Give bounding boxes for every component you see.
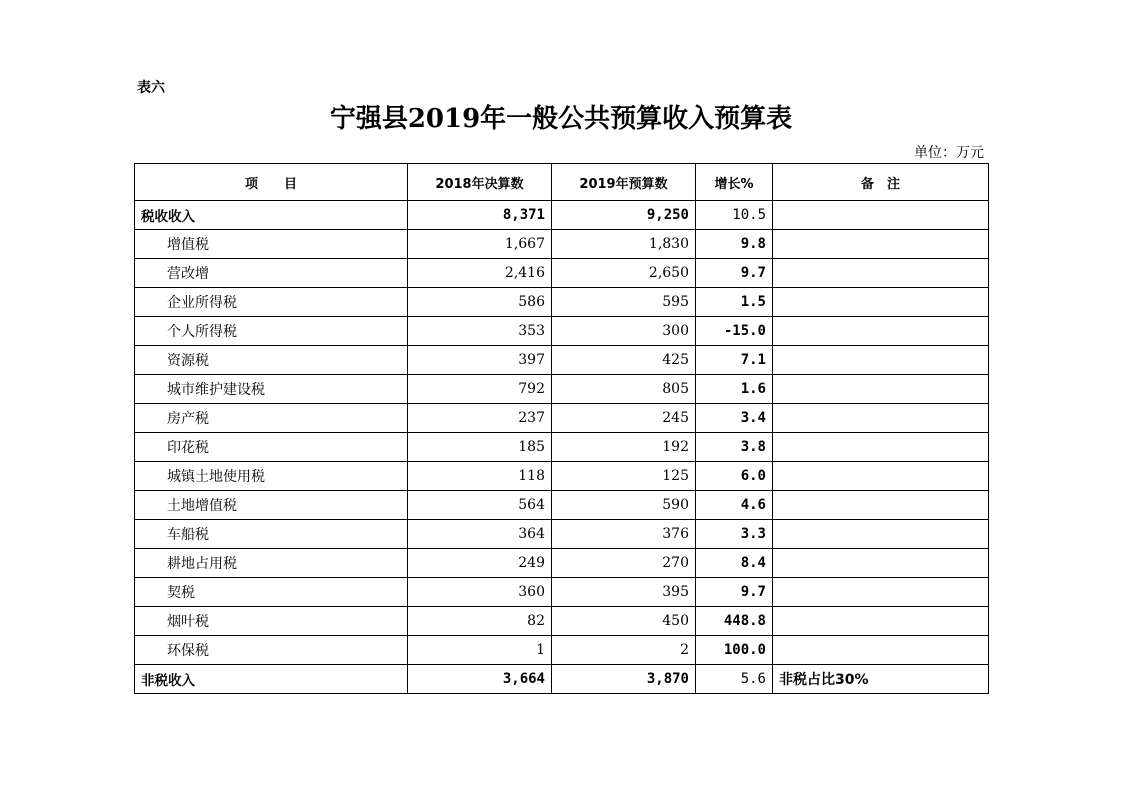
row-note — [773, 578, 989, 607]
table-row — [135, 201, 989, 230]
row-item-name: 增值税 — [135, 230, 408, 259]
table-row — [135, 259, 989, 288]
row-note — [773, 317, 989, 346]
row-note — [773, 346, 989, 375]
row-2019-budget: 595 — [552, 288, 696, 317]
row-item-name: 烟叶税 — [135, 607, 408, 636]
row-note — [773, 201, 989, 230]
row-2018-actual: 1 — [408, 636, 552, 665]
row-item-name: 土地增值税 — [135, 491, 408, 520]
row-2018-actual: 249 — [408, 549, 552, 578]
table-row — [135, 404, 989, 433]
row-growth: 3.3 — [696, 520, 773, 549]
budget-table — [134, 163, 989, 694]
row-note — [773, 607, 989, 636]
row-2018-actual: 360 — [408, 578, 552, 607]
row-2019-budget: 270 — [552, 549, 696, 578]
row-item-name: 房产税 — [135, 404, 408, 433]
page-title: 宁强县2019年一般公共预算收入预算表 — [329, 104, 793, 134]
row-item-name: 车船税 — [135, 520, 408, 549]
row-item-name: 税收收入 — [135, 201, 408, 230]
row-2019-budget: 3,870 — [552, 665, 696, 694]
row-note — [773, 375, 989, 404]
row-2018-actual: 82 — [408, 607, 552, 636]
row-growth: 9.8 — [696, 230, 773, 259]
row-item-name: 营改增 — [135, 259, 408, 288]
row-2018-actual: 792 — [408, 375, 552, 404]
row-item-name: 企业所得税 — [135, 288, 408, 317]
table-body — [135, 201, 989, 694]
row-item-name: 城镇土地使用税 — [135, 462, 408, 491]
row-growth: 6.0 — [696, 462, 773, 491]
row-item-name: 个人所得税 — [135, 317, 408, 346]
row-growth: 3.8 — [696, 433, 773, 462]
row-2019-budget: 805 — [552, 375, 696, 404]
table-row — [135, 346, 989, 375]
row-2018-actual: 564 — [408, 491, 552, 520]
row-2019-budget: 300 — [552, 317, 696, 346]
row-growth: -15.0 — [696, 317, 773, 346]
row-2018-actual: 364 — [408, 520, 552, 549]
unit-label: 单位：万元 — [914, 145, 984, 161]
row-growth: 7.1 — [696, 346, 773, 375]
row-growth: 1.6 — [696, 375, 773, 404]
row-item-name: 资源税 — [135, 346, 408, 375]
table-row — [135, 462, 989, 491]
row-item-name: 印花税 — [135, 433, 408, 462]
row-item-name: 非税收入 — [135, 665, 408, 694]
row-item-name: 契税 — [135, 578, 408, 607]
row-note — [773, 462, 989, 491]
table-row — [135, 665, 989, 694]
row-2019-budget: 245 — [552, 404, 696, 433]
table-row — [135, 375, 989, 404]
row-growth: 8.4 — [696, 549, 773, 578]
row-2018-actual: 1,667 — [408, 230, 552, 259]
row-2018-actual: 397 — [408, 346, 552, 375]
header-2018-actual: 2018年决算数 — [408, 164, 552, 201]
table-row — [135, 317, 989, 346]
row-note — [773, 636, 989, 665]
row-2019-budget: 425 — [552, 346, 696, 375]
table-row — [135, 288, 989, 317]
header-note: 备 注 — [773, 164, 989, 201]
row-2019-budget: 2,650 — [552, 259, 696, 288]
row-2019-budget: 2 — [552, 636, 696, 665]
document-label: 表六 — [137, 80, 165, 96]
table-row — [135, 636, 989, 665]
row-note — [773, 520, 989, 549]
row-note — [773, 433, 989, 462]
row-item-name: 耕地占用税 — [135, 549, 408, 578]
row-note — [773, 491, 989, 520]
row-2019-budget: 450 — [552, 607, 696, 636]
row-2018-actual: 118 — [408, 462, 552, 491]
row-2019-budget: 125 — [552, 462, 696, 491]
header-2019-budget: 2019年预算数 — [552, 164, 696, 201]
header-growth: 增长% — [696, 164, 773, 201]
table-row — [135, 230, 989, 259]
row-2018-actual: 353 — [408, 317, 552, 346]
table-row — [135, 607, 989, 636]
row-2019-budget: 9,250 — [552, 201, 696, 230]
row-2019-budget: 376 — [552, 520, 696, 549]
table-header-row — [135, 164, 989, 201]
table-row — [135, 549, 989, 578]
row-note: 非税占比30% — [773, 665, 989, 694]
row-2018-actual: 8,371 — [408, 201, 552, 230]
table-row — [135, 578, 989, 607]
row-growth: 3.4 — [696, 404, 773, 433]
row-growth: 5.6 — [696, 665, 773, 694]
row-2019-budget: 590 — [552, 491, 696, 520]
row-growth: 9.7 — [696, 259, 773, 288]
row-growth: 10.5 — [696, 201, 773, 230]
row-2019-budget: 192 — [552, 433, 696, 462]
row-growth: 448.8 — [696, 607, 773, 636]
row-growth: 100.0 — [696, 636, 773, 665]
row-2018-actual: 237 — [408, 404, 552, 433]
row-2018-actual: 3,664 — [408, 665, 552, 694]
row-item-name: 环保税 — [135, 636, 408, 665]
row-2019-budget: 1,830 — [552, 230, 696, 259]
table-row — [135, 520, 989, 549]
header-item: 项 目 — [135, 164, 408, 201]
table-row — [135, 433, 989, 462]
row-note — [773, 288, 989, 317]
row-note — [773, 259, 989, 288]
row-item-name: 城市维护建设税 — [135, 375, 408, 404]
row-growth: 9.7 — [696, 578, 773, 607]
row-2018-actual: 185 — [408, 433, 552, 462]
table-row — [135, 491, 989, 520]
row-2019-budget: 395 — [552, 578, 696, 607]
row-2018-actual: 586 — [408, 288, 552, 317]
row-note — [773, 230, 989, 259]
row-note — [773, 404, 989, 433]
row-growth: 4.6 — [696, 491, 773, 520]
row-growth: 1.5 — [696, 288, 773, 317]
row-note — [773, 549, 989, 578]
row-2018-actual: 2,416 — [408, 259, 552, 288]
